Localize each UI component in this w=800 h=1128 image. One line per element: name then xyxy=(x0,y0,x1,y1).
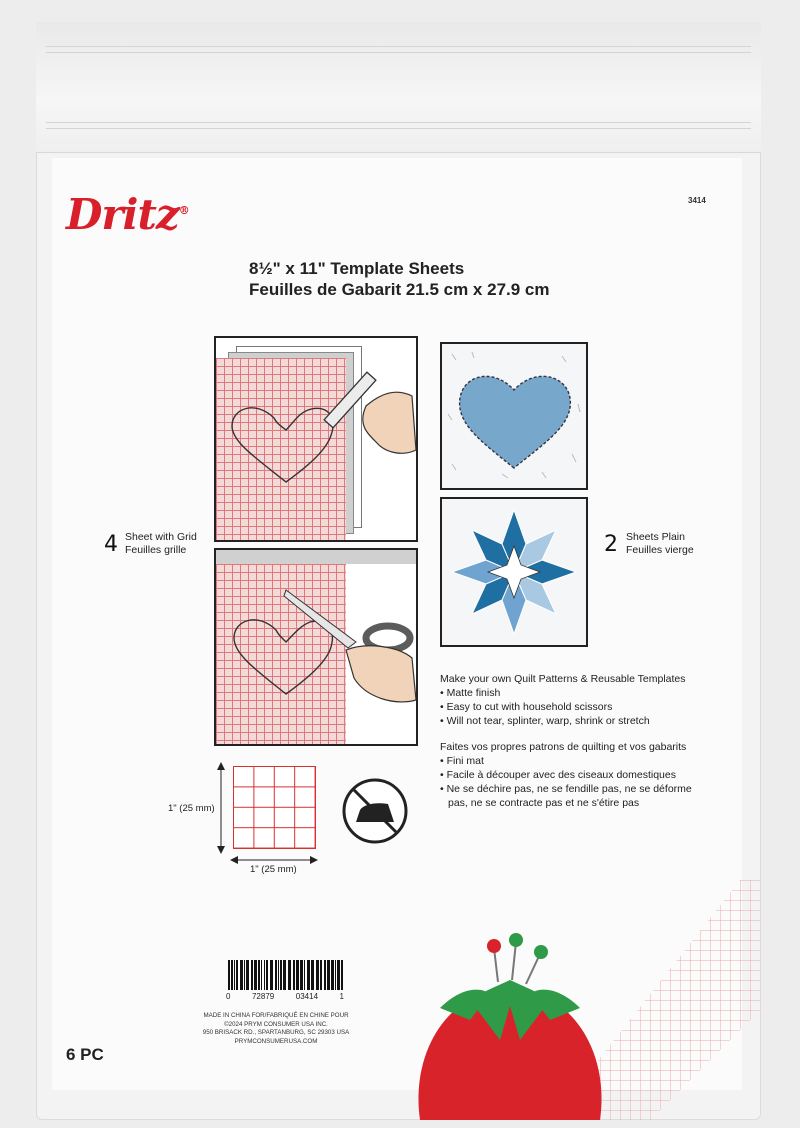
grid-width-label: 1" (25 mm) xyxy=(250,864,297,875)
feature-item: • Facile à découper avec des ciseaux domestiques xyxy=(440,769,676,781)
product-title xyxy=(249,258,550,300)
feature-item: • Fini mat xyxy=(440,755,484,767)
title-fr: Feuilles de Gabarit 21.5 cm x 27.9 cm xyxy=(249,280,550,299)
heart-outline xyxy=(232,408,333,482)
sku-number: 3414 xyxy=(688,196,706,205)
pincushion-icon xyxy=(410,930,610,1120)
legal-text: MADE IN CHINA FOR/FABRIQUÉ EN CHINE POUR ©2024 PRYM CONSUMER USA INC. 950 BRISACK RD., SPARTANBURG, SC 29303 USA PRYMCONSUMERUSA.COM xyxy=(202,1012,350,1045)
cutting-illustration xyxy=(214,548,418,746)
feature-item: pas, ne se contracte pas et ne s'étire pas xyxy=(448,797,640,809)
grid-sheet-count: 4 xyxy=(104,532,118,557)
grid-sheet-corner xyxy=(590,880,760,1120)
feature-item: • Ne se déchire pas, ne se fendille pas, ne se déforme xyxy=(440,783,692,795)
title-en: 8½" x 11" Template Sheets xyxy=(249,259,465,278)
feature-item: • Will not tear, splinter, warp, shrink or stretch xyxy=(440,715,650,727)
bag-seal-strip xyxy=(36,22,761,153)
brand-logo: Dritz® xyxy=(66,190,189,239)
barcode xyxy=(226,960,344,990)
feature-item: • Easy to cut with household scissors xyxy=(440,701,613,713)
piece-count: 6 PC xyxy=(66,1045,104,1064)
barcode-digits: 0 72879 03414 1 xyxy=(226,992,344,1001)
feature-item: • Matte finish xyxy=(440,687,501,699)
dimension-arrows xyxy=(214,760,324,870)
heart-icon xyxy=(460,376,571,468)
plain-sheet-count: 2 xyxy=(604,532,618,557)
grid-sheet-label: Sheet with Grid Feuilles grille xyxy=(125,531,197,556)
star-quilt-icon xyxy=(442,499,586,645)
no-iron-icon xyxy=(340,776,410,846)
features-block xyxy=(440,672,740,810)
tracing-illustration xyxy=(214,336,418,542)
features-heading-fr: Faites vos propres patrons de quilting et vos gabarits xyxy=(440,741,687,753)
grid-height-label: 1" (25 mm) xyxy=(168,803,215,814)
plain-sheet-label: Sheets Plain Feuilles vierge xyxy=(626,531,694,556)
features-heading-en: Make your own Quilt Patterns & Reusable Templates xyxy=(440,673,686,685)
plain-sheet-star-illustration xyxy=(440,497,588,647)
plain-sheet-heart-illustration xyxy=(440,342,588,490)
